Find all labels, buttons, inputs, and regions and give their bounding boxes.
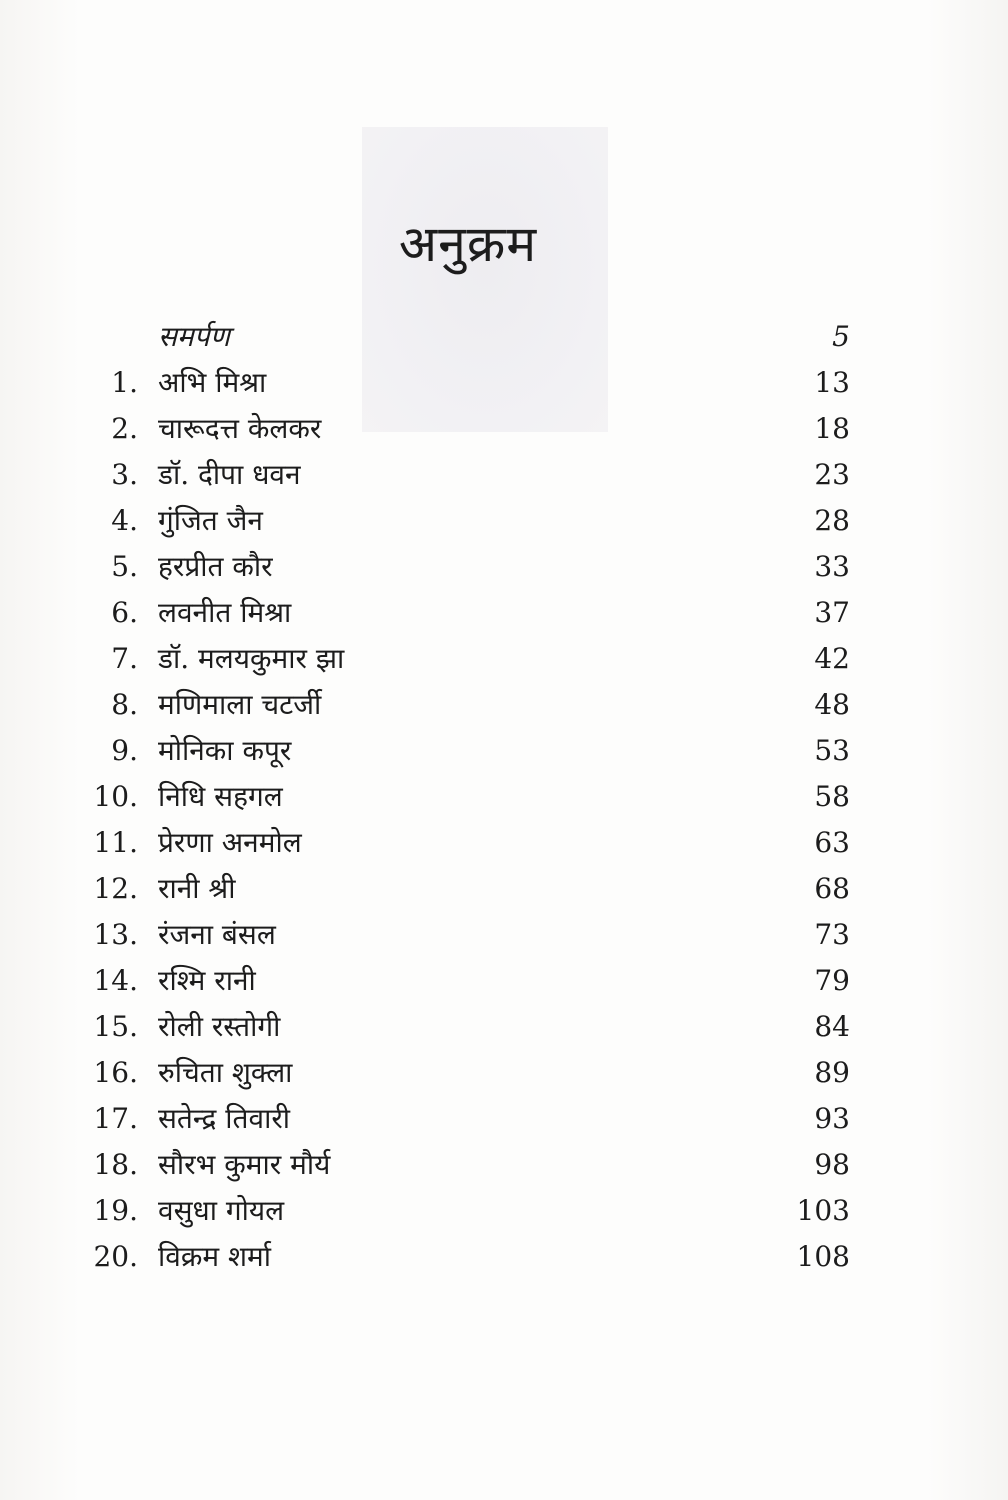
toc-entry-page-number: 28 <box>814 504 850 537</box>
toc-row[interactable] <box>90 1235 850 1279</box>
toc-entry-number: 2. <box>111 412 138 445</box>
toc-entry-number: 14. <box>93 964 138 997</box>
toc-entry-label: वसुधा गोयल <box>158 1194 285 1227</box>
toc-entry-label: मणिमाला चटर्जी <box>158 688 322 721</box>
toc-entry-label: निधि सहगल <box>158 780 283 813</box>
toc-entry-page-number: 93 <box>814 1102 850 1135</box>
toc-entry-page-number: 48 <box>814 688 850 721</box>
toc-row[interactable] <box>90 407 850 451</box>
toc-entry-number: 20. <box>93 1240 138 1273</box>
toc-dedication-row[interactable] <box>90 315 850 359</box>
toc-entry-label: अभि मिश्रा <box>158 366 267 399</box>
toc-entry-number: 7. <box>111 642 138 675</box>
toc-entry-number: 17. <box>93 1102 138 1135</box>
toc-entry-label: डॉ. दीपा धवन <box>158 458 301 491</box>
toc-row[interactable] <box>90 867 850 911</box>
toc-row[interactable] <box>90 545 850 589</box>
toc-entry-page-number: 98 <box>814 1148 850 1181</box>
toc-row[interactable] <box>90 775 850 819</box>
toc-row[interactable] <box>90 1005 850 1049</box>
toc-row[interactable] <box>90 913 850 957</box>
toc-entry-number: 12. <box>93 872 138 905</box>
toc-row[interactable] <box>90 959 850 1003</box>
toc-entry-number: 19. <box>93 1194 138 1227</box>
toc-entry-number: 16. <box>93 1056 138 1089</box>
toc-row[interactable] <box>90 361 850 405</box>
toc-row[interactable] <box>90 591 850 635</box>
toc-entry-number: 10. <box>93 780 138 813</box>
toc-entry-page-number: 5 <box>832 320 850 353</box>
toc-entry-label: लवनीत मिश्रा <box>158 596 292 629</box>
toc-row[interactable] <box>90 1051 850 1095</box>
toc-entry-page-number: 68 <box>814 872 850 905</box>
toc-entry-label: प्रेरणा अनमोल <box>158 826 302 859</box>
toc-entry-page-number: 73 <box>814 918 850 951</box>
toc-entry-number: 6. <box>111 596 138 629</box>
toc-row[interactable] <box>90 637 850 681</box>
toc-entry-page-number: 58 <box>814 780 850 813</box>
toc-entry-page-number: 13 <box>814 366 850 399</box>
toc-entry-page-number: 33 <box>814 550 850 583</box>
toc-entry-number: 13. <box>93 918 138 951</box>
toc-row[interactable] <box>90 729 850 773</box>
toc-entry-number: 1. <box>111 366 138 399</box>
toc-entry-number: 11. <box>93 826 138 859</box>
toc-entry-label: रंजना बंसल <box>158 918 276 951</box>
toc-entry-label: रानी श्री <box>158 872 236 905</box>
toc-entry-label: रश्मि रानी <box>158 964 256 997</box>
toc-entry-page-number: 18 <box>814 412 850 445</box>
toc-entry-page-number: 63 <box>814 826 850 859</box>
toc-entry-page-number: 89 <box>814 1056 850 1089</box>
toc-entry-label: सौरभ कुमार मौर्य <box>158 1148 331 1181</box>
toc-entry-label: डॉ. मलयकुमार झा <box>158 642 345 675</box>
toc-entry-number: 18. <box>93 1148 138 1181</box>
toc-entry-page-number: 23 <box>814 458 850 491</box>
toc-entry-label: विक्रम शर्मा <box>158 1240 272 1273</box>
toc-row[interactable] <box>90 499 850 543</box>
toc-entry-label: सतेन्द्र तिवारी <box>158 1102 291 1135</box>
toc-row[interactable] <box>90 1097 850 1141</box>
toc-entry-number: 4. <box>111 504 138 537</box>
toc-entry-page-number: 53 <box>814 734 850 767</box>
toc-entry-label: मोनिका कपूर <box>158 734 292 767</box>
toc-entry-label: रुचिता शुक्ला <box>158 1056 293 1089</box>
toc-entry-label: चारूदत्त केलकर <box>158 412 322 445</box>
toc-row[interactable] <box>90 1143 850 1187</box>
toc-entry-page-number: 79 <box>814 964 850 997</box>
toc-entry-page-number: 103 <box>796 1194 850 1227</box>
toc-row[interactable] <box>90 821 850 865</box>
toc-entry-number: 15. <box>93 1010 138 1043</box>
toc-entry-number: 9. <box>111 734 138 767</box>
toc-entry-label: समर्पण <box>158 320 230 353</box>
toc-row[interactable] <box>90 1189 850 1233</box>
toc-entry-page-number: 108 <box>796 1240 850 1273</box>
toc-entry-page-number: 42 <box>814 642 850 675</box>
toc-entry-label: हरप्रीत कौर <box>158 550 273 583</box>
toc-row[interactable] <box>90 683 850 727</box>
toc-entry-number: 5. <box>111 550 138 583</box>
toc-entry-page-number: 84 <box>814 1010 850 1043</box>
toc-entry-number: 8. <box>111 688 138 721</box>
toc-entry-page-number: 37 <box>814 596 850 629</box>
toc-row[interactable] <box>90 453 850 497</box>
toc-entry-number: 3. <box>111 458 138 491</box>
toc-entry-label: रोली रस्तोगी <box>158 1010 281 1043</box>
toc-entry-label: गुंजित जैन <box>158 504 263 537</box>
page-title: अनुक्रम <box>398 215 538 273</box>
